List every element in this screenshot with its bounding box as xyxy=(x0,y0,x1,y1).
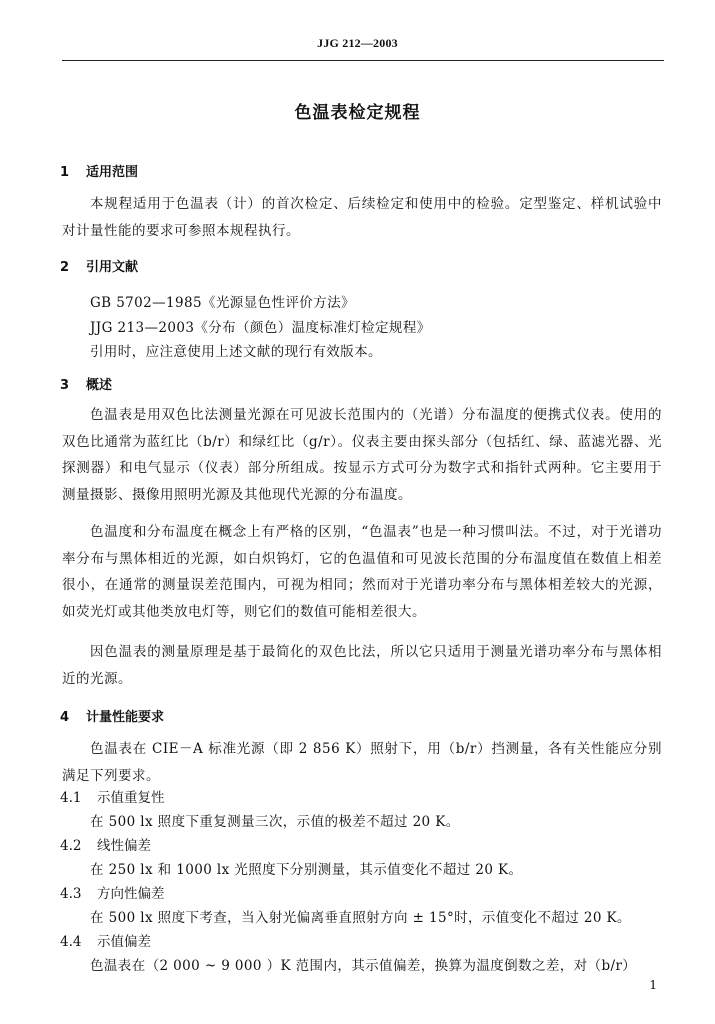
subsection-number: 4.3 xyxy=(60,886,82,902)
page-number: 1 xyxy=(649,978,657,992)
section-3-heading xyxy=(60,374,112,393)
document-title: 色温表检定规程 xyxy=(294,103,421,123)
section-3-paragraph: 色温表是用双色比法测量光源在可见波长范围内的（光谱）分布温度的便携式仪表。使用的双色比通常为蓝红比（b/r）和绿红比（g/r）。仪表主要由探头部分（包括红、绿、蓝滤光器、光探测器）和电气显示（仪表）部分所组成。按显示方式可分为数字式和指针式两种。它主要用于测量摄影、摄像用照明光源及其他现代光源的分布温度。 xyxy=(62,407,662,503)
subsection-number: 4.1 xyxy=(60,790,82,806)
reference-line: JJG 213—2003《分布（颜色）温度标准灯检定规程》 xyxy=(90,320,431,336)
section-2-heading xyxy=(60,256,138,275)
section-number: 1 xyxy=(60,165,70,180)
section-number: 4 xyxy=(60,710,70,725)
subsection-title: 方向性偏差 xyxy=(97,886,165,902)
subsection-title: 线性偏差 xyxy=(97,838,151,854)
subsection-text: 在 250 lx 和 1000 lx 光照度下分别测量，其示值变化不超过 20 K。 xyxy=(90,862,523,878)
section-1-heading xyxy=(60,161,138,180)
reference-note: 引用时，应注意使用上述文献的现行有效版本。 xyxy=(90,344,382,360)
section-title: 计量性能要求 xyxy=(86,710,165,725)
reference-line: GB 5702—1985《光源显色性评价方法》 xyxy=(90,295,355,311)
subsection-4-1-heading xyxy=(60,786,165,806)
subsection-title: 示值重复性 xyxy=(97,790,165,806)
section-3-paragraph: 色温度和分布温度在概念上有严格的区别，“色温表”也是一种习惯叫法。不过，对于光谱功率分布与黑体相近的光源，如白炽钨灯，它的色温值和可见波长范围的分布温度值在数值上相差很小，在通常的测量误差范围内，可视为相同；然而对于光谱功率分布与黑体相差较大的光源，如荧光灯或其他类放电灯等，则它们的数值可能相差很大。 xyxy=(62,524,662,620)
section-title: 适用范围 xyxy=(86,165,139,180)
section-4-heading xyxy=(60,706,164,725)
subsection-text: 在 500 lx 照度下重复测量三次，示值的极差不超过 20 K。 xyxy=(90,814,460,830)
subsection-4-4-heading xyxy=(60,930,151,950)
section-1-paragraph: 本规程适用于色温表（计）的首次检定、后续检定和使用中的检验。定型鉴定、样机试验中对计量性能的要求可参照本规程执行。 xyxy=(62,196,662,239)
section-number: 2 xyxy=(60,260,70,275)
subsection-text: 在 500 lx 照度下考查，当入射光偏离垂直照射方向 ± 15°时，示值变化不超过 20 K。 xyxy=(90,910,631,926)
subsection-4-3-heading xyxy=(60,882,165,902)
subsection-number: 4.2 xyxy=(60,838,82,854)
header-rule xyxy=(62,60,664,61)
section-3-paragraph: 因色温表的测量原理是基于最简化的双色比法，所以它只适用于测量光谱功率分布与黑体相近的光源。 xyxy=(62,644,662,687)
section-title: 引用文献 xyxy=(86,260,139,275)
page-header-code: JJG 212—2003 xyxy=(317,36,398,50)
subsection-number: 4.4 xyxy=(60,934,82,950)
section-4-paragraph: 色温表在 CIE－A 标准光源（即 2 856 K）照射下，用（b/r）挡测量，各有关性能应分别满足下列要求。 xyxy=(62,741,662,784)
subsection-text: 色温表在（2 000 ~ 9 000 ）K 范围内，其示值偏差，换算为温度倒数之差，对（b/r） xyxy=(90,958,637,974)
section-title: 概述 xyxy=(86,378,113,393)
subsection-4-2-heading xyxy=(60,834,151,854)
section-number: 3 xyxy=(60,378,70,393)
subsection-title: 示值偏差 xyxy=(97,934,151,950)
